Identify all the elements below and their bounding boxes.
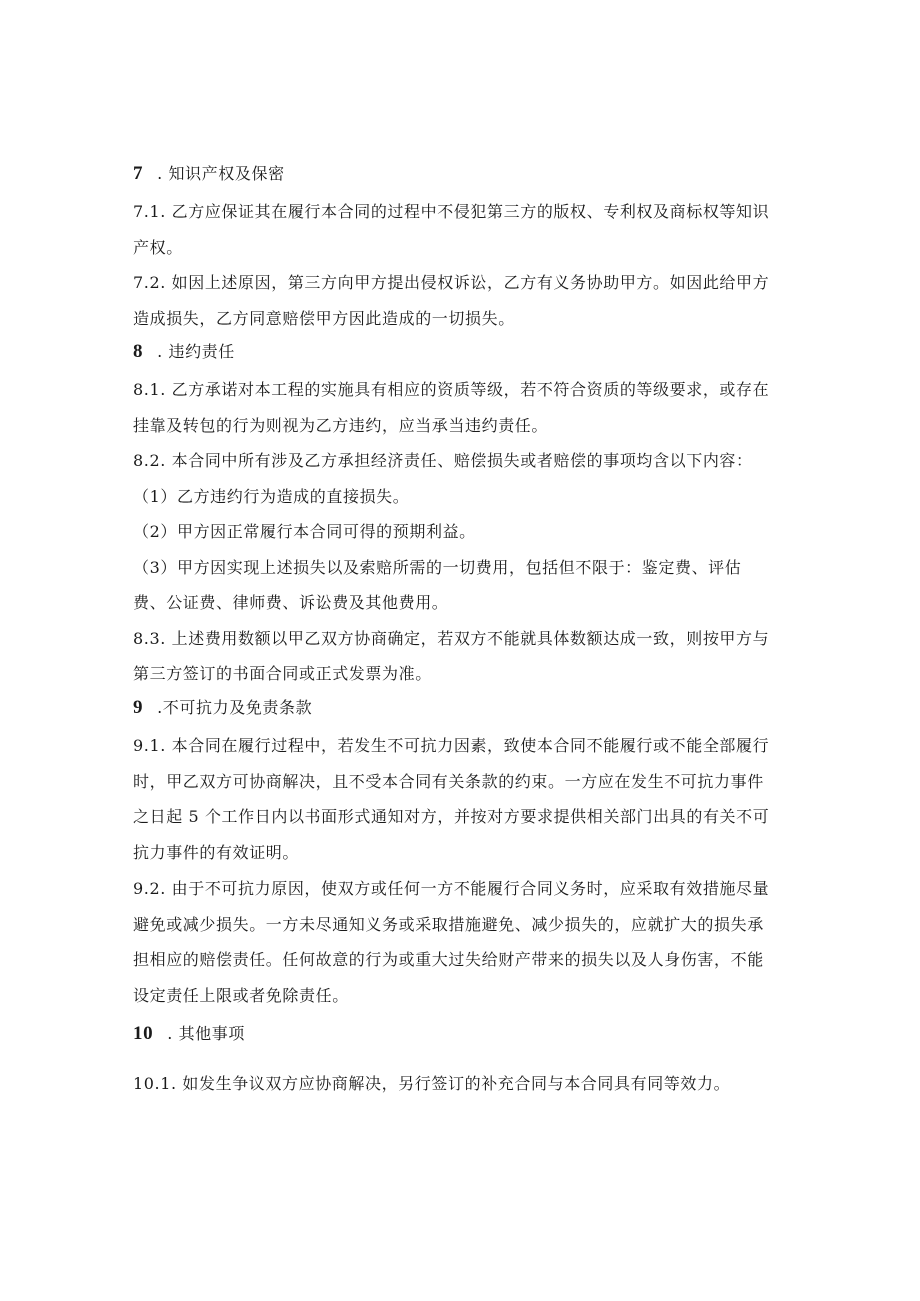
paragraph-line: 7.2. 如因上述原因，第三方向甲方提出侵权诉讼，乙方有义务协助甲方。如因此给甲方 xyxy=(133,273,770,292)
paragraph-line: 7.1. 乙方应保证其在履行本合同的过程中不侵犯第三方的版权、专利权及商标权等知识 xyxy=(133,202,770,221)
paragraph-line: 8.1. 乙方承诺对本工程的实施具有相应的资质等级，若不符合资质的等级要求，或存在 xyxy=(133,380,770,399)
paragraph-line: 避免或减少损失。一方未尽通知义务或采取措施避免、减少损失的，应就扩大的损失承 xyxy=(133,915,764,934)
section-8-number: 8 xyxy=(133,341,144,362)
section-9-heading xyxy=(133,698,312,718)
section-10-title: . 其他事项 xyxy=(167,1024,245,1043)
section-7-number: 7 xyxy=(133,163,144,184)
paragraph-line: （1）乙方违约行为造成的直接损失。 xyxy=(133,487,410,506)
paragraph-line: 担相应的赔偿责任。任何故意的行为或重大过失给财产带来的损失以及人身伤害，不能 xyxy=(133,950,764,969)
section-9-number: 9 xyxy=(133,697,144,718)
paragraph-line: 8.3. 上述费用数额以甲乙双方协商确定，若双方不能就具体数额达成一致，则按甲方与 xyxy=(133,629,770,648)
section-8-title: . 违约责任 xyxy=(157,342,235,361)
paragraph-line: 之日起 5 个工作日内以书面形式通知对方，并按对方要求提供相关部门出具的有关不可 xyxy=(133,807,770,826)
paragraph-line: 第三方签订的书面合同或正式发票为准。 xyxy=(133,664,432,683)
section-9-title: .不可抗力及免责条款 xyxy=(157,698,313,717)
section-7-title: . 知识产权及保密 xyxy=(157,164,285,183)
paragraph-line: 产权。 xyxy=(133,238,183,257)
paragraph-line: 设定责任上限或者免除责任。 xyxy=(133,986,349,1005)
paragraph-line: 10.1. 如发生争议双方应协商解决，另行签订的补充合同与本合同具有同等效力。 xyxy=(133,1074,731,1093)
paragraph-line: 9.2. 由于不可抗力原因，使双方或任何一方不能履行合同义务时，应采取有效措施尽量 xyxy=(133,879,770,898)
paragraph-line: 时，甲乙双方可协商解决，且不受本合同有关条款的约束。一方应在发生不可抗力事件 xyxy=(133,772,764,791)
paragraph-line: 挂靠及转包的行为则视为乙方违约，应当承当违约责任。 xyxy=(133,416,549,435)
paragraph-line: （2）甲方因正常履行本合同可得的预期利益。 xyxy=(133,522,476,541)
section-10-number: 10 xyxy=(133,1023,154,1044)
paragraph-line: 9.1. 本合同在履行过程中，若发生不可抗力因素，致使本合同不能履行或不能全部履行 xyxy=(133,736,770,755)
paragraph-line: 8.2. 本合同中所有涉及乙方承担经济责任、赔偿损失或者赔偿的事项均含以下内容： xyxy=(133,451,753,470)
section-7-heading xyxy=(133,164,285,184)
paragraph-line: 费、公证费、律师费、诉讼费及其他费用。 xyxy=(133,593,449,612)
paragraph-line: 造成损失，乙方同意赔偿甲方因此造成的一切损失。 xyxy=(133,309,515,328)
section-8-heading xyxy=(133,342,235,362)
paragraph-line: 抗力事件的有效证明。 xyxy=(133,843,300,862)
section-10-heading xyxy=(133,1024,245,1044)
paragraph-line: （3）甲方因实现上述损失以及索赔所需的一切费用，包括但不限于：鉴定费、评估 xyxy=(133,558,742,577)
